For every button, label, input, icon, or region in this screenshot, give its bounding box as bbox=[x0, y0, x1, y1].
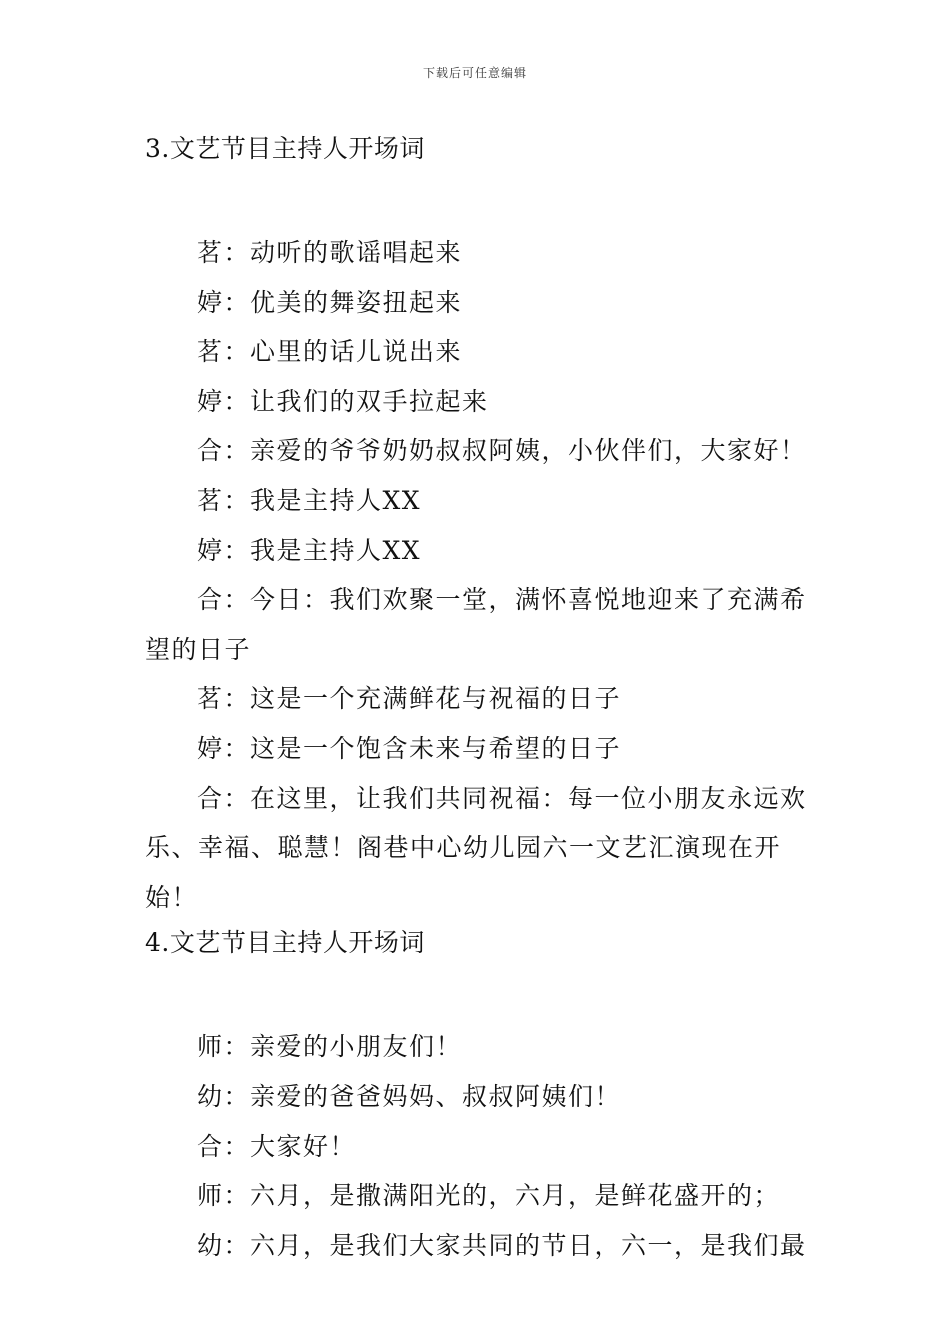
section-3 bbox=[145, 128, 810, 922]
spacer bbox=[145, 170, 810, 228]
document-body bbox=[145, 128, 810, 1270]
dialogue-line: 幼：六月，是我们大家共同的节日，六一，是我们最 bbox=[197, 1230, 807, 1260]
dialogue-line: 师：六月，是撒满阳光的，六月，是鲜花盛开的； bbox=[197, 1181, 781, 1211]
dialogue-line: 师：亲爱的小朋友们！ bbox=[197, 1032, 463, 1062]
dialogue-line: 合：在这里，让我们共同祝福：每一位小朋友永远欢乐、幸福、聪慧！阁巷中心幼儿园六一文艺汇演现在开始！ bbox=[145, 783, 807, 912]
section-4 bbox=[145, 922, 810, 1270]
dialogue-line: 茗：心里的话儿说出来 bbox=[197, 337, 463, 367]
spacer bbox=[145, 964, 810, 1022]
dialogue-line: 婷：让我们的双手拉起来 bbox=[197, 386, 489, 416]
dialogue-line: 婷：我是主持人XX bbox=[197, 535, 422, 565]
section-title: 3.文艺节目主持人开场词 bbox=[145, 134, 425, 163]
dialogue-line: 茗：这是一个充满鲜花与祝福的日子 bbox=[197, 684, 622, 714]
dialogue-line: 合：今日：我们欢聚一堂，满怀喜悦地迎来了充满希望的日子 bbox=[145, 585, 807, 664]
dialogue-line: 婷：优美的舞姿扭起来 bbox=[197, 287, 463, 317]
page-header: 下载后可任意编辑 bbox=[422, 66, 527, 80]
section-title: 4.文艺节目主持人开场词 bbox=[145, 928, 425, 958]
dialogue-line: 茗：动听的歌谣唱起来 bbox=[197, 238, 463, 267]
dialogue-line: 合：大家好！ bbox=[197, 1131, 357, 1161]
dialogue-line: 茗：我是主持人XX bbox=[197, 485, 422, 515]
dialogue-line: 幼：亲爱的爸爸妈妈、叔叔阿姨们！ bbox=[197, 1081, 622, 1111]
dialogue-line: 婷：这是一个饱含未来与希望的日子 bbox=[197, 733, 622, 763]
dialogue-line: 合：亲爱的爷爷奶奶叔叔阿姨，小伙伴们，大家好！ bbox=[197, 436, 807, 466]
